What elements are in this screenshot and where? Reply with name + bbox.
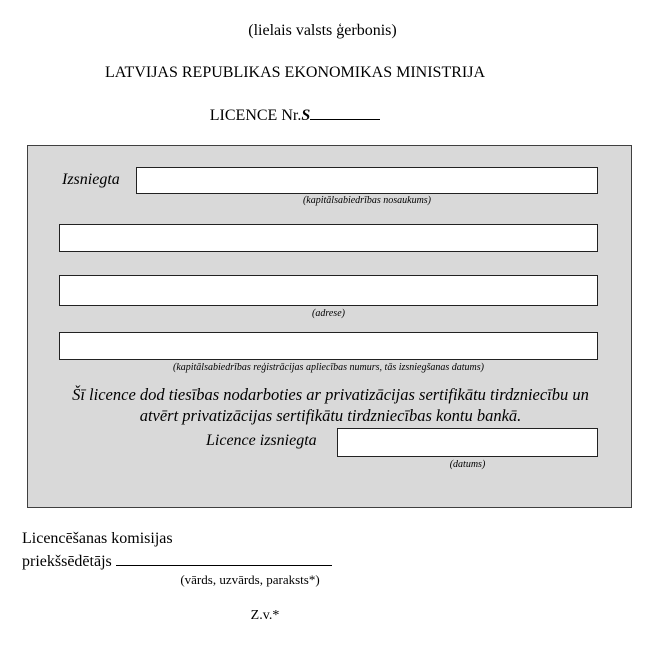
company-name-field-2[interactable] — [59, 224, 598, 252]
licence-statement — [28, 384, 633, 426]
signature-caption: (vārds, uzvārds, paraksts*) — [180, 572, 320, 587]
issued-to-label: Izsniegta — [62, 171, 120, 188]
issued-date-label: Licence izsniegta — [206, 432, 317, 449]
chair-title-line2 — [22, 551, 332, 571]
licence-number-blank[interactable] — [310, 105, 380, 120]
licence-number-line — [0, 105, 590, 125]
seal-place: Z.v.* — [250, 608, 280, 623]
signature-line[interactable] — [116, 551, 332, 566]
statement-line-2: atvērt privatizācijas sertifikātu tirdzniecības kontu bankā. — [139, 406, 522, 425]
registration-field[interactable] — [59, 332, 598, 360]
licence-series: S — [301, 107, 311, 124]
company-name-caption: (kapitālsabiedrības nosaukums) — [302, 195, 432, 206]
date-caption: (datums) — [449, 459, 486, 470]
registration-caption: (kapitālsabiedrības reģistrācijas apliecības numurs, tās izsniegšanas datums) — [172, 362, 485, 373]
address-caption: (adrese) — [312, 308, 345, 319]
address-field[interactable] — [59, 275, 598, 306]
statement-line-1: Šī licence dod tiesības nodarboties ar privatizācijas sertifikātu tirdzniecību un — [72, 385, 589, 404]
issue-date-field[interactable] — [337, 428, 598, 457]
company-name-field[interactable] — [136, 167, 598, 194]
coat-of-arms-note: (lielais valsts ģerbonis) — [248, 22, 397, 39]
licence-prefix: LICENCE Nr. — [209, 107, 302, 124]
licence-form-panel — [27, 145, 632, 508]
chair-title-label: priekšsēdētājs — [22, 553, 112, 570]
ministry-title: LATVIJAS REPUBLIKAS EKONOMIKAS MINISTRIJA — [104, 64, 485, 81]
chair-title-line1: Licencēšanas komisijas — [22, 530, 173, 547]
